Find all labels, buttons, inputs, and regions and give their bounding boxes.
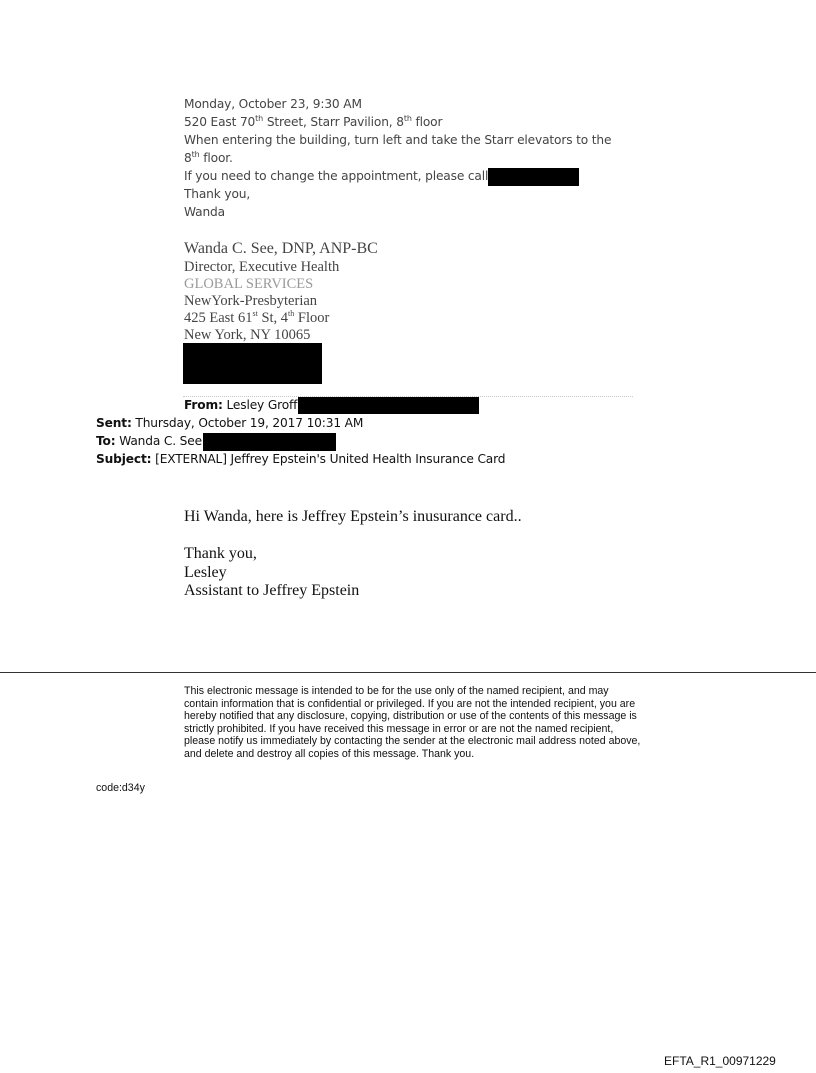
sent-field: Sent: Thursday, October 19, 2017 10:31 AM: [96, 416, 364, 430]
signature-organization: NewYork-Presbyterian: [184, 293, 318, 309]
from-field: From: Lesley Groff: [184, 398, 298, 412]
appointment-date: Monday, October 23, 9:30 AM: [184, 97, 362, 111]
message-thanks: Thank you,: [184, 545, 257, 562]
signature-address: 425 East 61st St, 4th Floor: [184, 309, 330, 326]
subject-field: Subject: [EXTERNAL] Jeffrey Epstein's United Health Insurance Card: [96, 452, 506, 466]
signature-city: New York, NY 10065: [184, 327, 311, 343]
legal-disclaimer: This electronic message is intended to be for the use only of the named recipient, and may contain information that is confidential or privileged. If you are not the intended recipient, you are hereby notified that any disclosure, copying, distribution or use of the contents of this message is strictly prohibited. If you have received this message in error or are not the named recipient, please notify us immediately by contacting the sender at the electronic mail address noted above, and delete and destroy all copies of this message. Thank you.: [184, 685, 641, 760]
bates-number: EFTA_R1_00971229: [664, 1054, 776, 1068]
redaction-signature-contact: [183, 343, 322, 384]
appointment-floor: 8th floor.: [184, 149, 233, 165]
document-code: code:d34y: [96, 782, 145, 794]
to-field: To: Wanda C. See: [96, 434, 202, 448]
signature-name: Wanda C. See, DNP, ANP-BC: [184, 240, 378, 257]
redaction-to-email: [203, 433, 336, 451]
redaction-from-email: [298, 397, 479, 414]
message-greeting: Hi Wanda, here is Jeffrey Epstein’s inusurance card..: [184, 508, 522, 525]
message-sender-role: Assistant to Jeffrey Epstein: [184, 582, 360, 599]
appointment-signoff: Wanda: [184, 205, 225, 219]
appointment-address: 520 East 70th Street, Starr Pavilion, 8th floor: [184, 113, 443, 129]
appointment-change-note: If you need to change the appointment, please call: [184, 169, 489, 183]
message-sender: Lesley: [184, 564, 227, 581]
redaction-phone: [488, 168, 579, 186]
disclaimer-divider: [0, 672, 816, 673]
signature-department: GLOBAL SERVICES: [184, 276, 314, 292]
appointment-directions: When entering the building, turn left and take the Starr elevators to the: [184, 133, 612, 147]
signature-title: Director, Executive Health: [184, 259, 340, 275]
appointment-thanks: Thank you,: [184, 187, 251, 201]
